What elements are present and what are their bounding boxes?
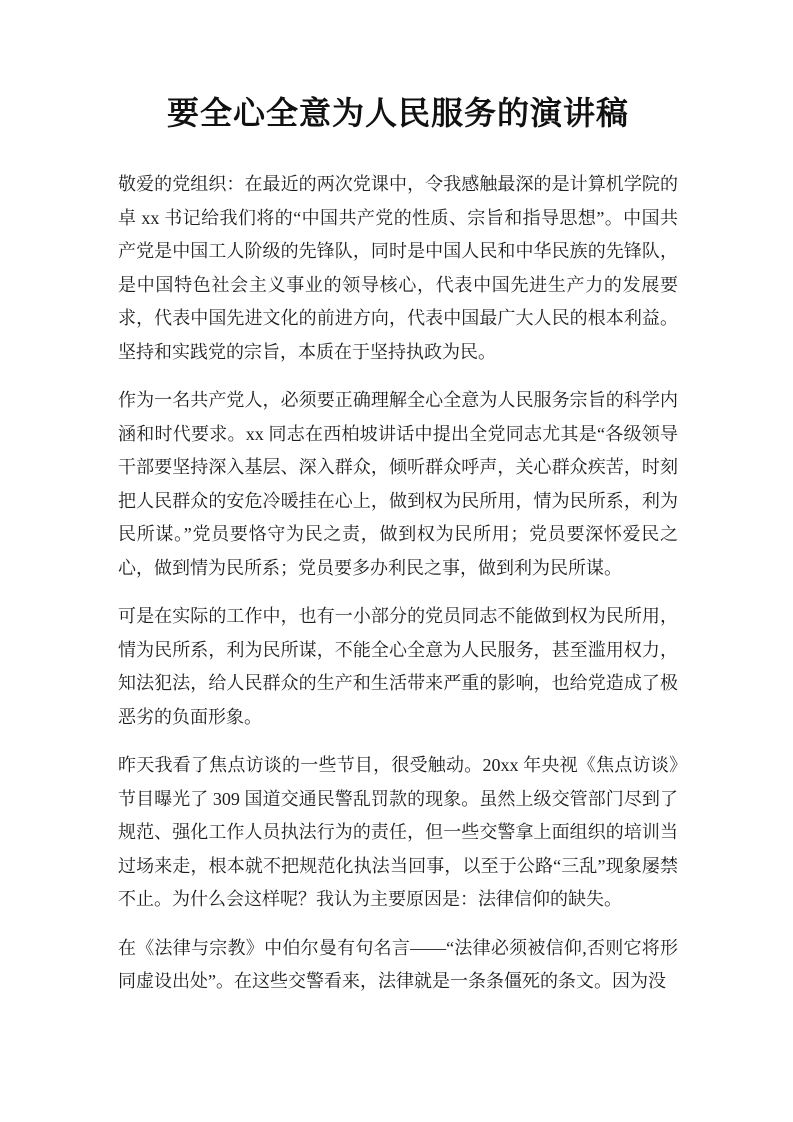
paragraph-2: 作为一名共产党人，必须要正确理解全心全意为人民服务宗旨的科学内涵和时代要求。xx 同志在西柏坡讲话中提出全党同志尤其是“各级领导干部要坚持深入基层、深入群众，倾听群众呼声，关心群众疾苦，时刻把人民群众的安危冷暖挂在心上，做到权为民所用，情为民所系，利为民所谋。”党员要恪守为民之责，做到权为民所用；党员要深怀爱民之心，做到情为民所系；党员要多办利民之事，做到利为民所谋。 xyxy=(118,390,678,578)
paragraph-4: 昨天我看了焦点访谈的一些节目，很受触动。20xx 年央视《焦点访谈》节目曝光了 309 国道交通民警乱罚款的现象。虽然上级交管部门尽到了规范、强化工作人员执法行为的责任，但一些交警拿上面组织的培训当过场来走，根本就不把规范化执法当回事，以至于公路“三乱”现象屡禁不止。为什么会这样呢？我认为主要原因是：法律信仰的缺失。 xyxy=(118,755,678,909)
paragraph-5: 在《法律与宗教》中伯尔曼有句名言——“法律必须被信仰,否则它将形同虚设出处”。在这些交警看来，法律就是一条条僵死的条文。因为没 xyxy=(118,937,678,991)
paragraph-1: 敬爱的党组织：在最近的两次党课中，令我感触最深的是计算机学院的卓 xx 书记给我们将的“中国共产党的性质、宗旨和指导思想”。中国共产党是中国工人阶级的先锋队，同时是中国人民和中华民族的先锋队，是中国特色社会主义事业的领导核心，代表中国先进生产力的发展要求，代表中国先进文化的前进方向，代表中国最广大人民的根本利益。坚持和实践党的宗旨，本质在于坚持执政为民。 xyxy=(118,174,678,362)
paragraph-3: 可是在实际的工作中，也有一小部分的党员同志不能做到权为民所用，情为民所系，利为民所谋，不能全心全意为人民服务，甚至滥用权力，知法犯法，给人民群众的生产和生活带来严重的影响，也给党造成了极恶劣的负面形象。 xyxy=(118,606,678,727)
document-title: 要全心全意为人民服务的演讲稿 xyxy=(166,95,629,131)
